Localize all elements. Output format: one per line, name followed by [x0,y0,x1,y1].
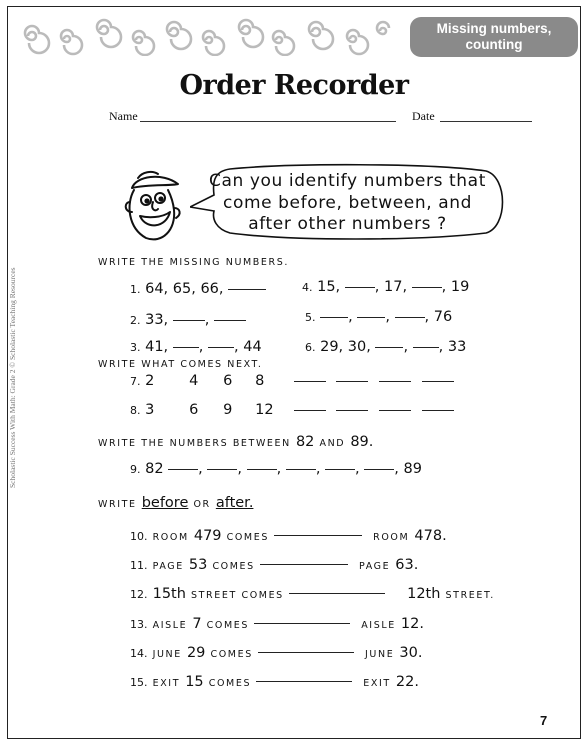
order-post: AISLE [361,620,396,631]
answer-blank[interactable] [258,652,354,653]
problem-1-seq: 64, 65, 66, [145,281,224,297]
problem-number: 9. [130,463,141,476]
order-value: 15 [185,674,204,690]
problem-number: 3. [130,341,141,354]
instruction-before-after [98,492,253,511]
answer-blank[interactable] [274,535,362,536]
problem-6 [305,339,466,355]
problem-number: 4. [302,281,313,294]
answer-blank[interactable] [247,469,277,470]
problem-4-c: , 19 [441,279,470,295]
answer-blank[interactable] [286,469,316,470]
date-label: Date [412,109,435,123]
order-item-13 [130,613,424,632]
order-pre: AISLE [152,620,188,631]
comma: , [237,461,242,477]
problem-9 [130,461,422,477]
order-end: 63. [395,557,419,573]
order-mid: STREET COMES [191,590,284,601]
problem-number: 2. [130,314,141,327]
order-value: 29 [186,645,206,661]
problem-7 [130,373,454,389]
order-value: 479 [193,528,222,544]
word-after: after. [215,495,254,511]
order-item-12 [130,583,495,602]
instruction-next: WRITE WHAT COMES NEXT. [98,359,263,370]
answer-blank[interactable] [256,681,352,682]
problem-3-a: 41, [145,339,169,355]
order-post: PAGE [358,561,391,572]
problem-5-a: , [348,309,353,325]
order-post: JUNE [365,649,395,660]
order-end: 22. [395,674,419,690]
answer-blank[interactable] [254,623,350,624]
order-pre: ROOM [152,532,189,543]
answer-blank[interactable] [173,320,205,321]
problem-number: 1. [130,283,141,296]
order-item-10 [130,525,447,544]
comma: , [276,461,282,477]
problem-2 [130,312,246,328]
answer-blank[interactable] [422,410,454,411]
problem-5-b: , [385,309,390,325]
problem-number: 12. [130,588,148,601]
order-item-15 [130,671,419,690]
order-mid: COMES [208,678,252,689]
between-and: AND [319,438,346,449]
sequence-number: 6 [223,373,233,389]
problem-2-b: , [204,312,210,328]
bubble-line-3: after other numbers ? [248,214,447,234]
comma: , [198,461,203,477]
order-mid: COMES [206,620,249,631]
answer-blank[interactable] [395,317,425,318]
sequence-number: 6 [189,402,199,418]
problem-9-end: , 89 [394,461,422,477]
sequence-number: 2 [145,373,155,389]
order-end: 12th [407,586,441,602]
topic-tag-line2: counting [465,37,523,52]
order-end: 12. [400,616,424,632]
sequence-number: 9 [223,402,233,418]
answer-blank[interactable] [413,347,439,348]
problem-number: 15. [130,676,148,689]
problem-number: 11. [130,559,148,572]
order-value: 7 [192,616,202,632]
order-mid: COMES [212,561,255,572]
side-credit-text: Scholastic Success With Math: Grade 2 © Scholastic Teaching Resources [8,267,17,488]
page-title: Order Recorder [179,70,409,101]
problem-number: 5. [305,311,316,324]
sequence-number: 8 [255,373,265,389]
word-or: OR [193,499,211,510]
order-pre: JUNE [152,649,182,660]
answer-blank[interactable] [168,469,198,470]
answer-blank[interactable] [207,469,237,470]
answer-blank[interactable] [422,381,454,382]
comma: , [355,461,360,477]
problem-number: 6. [305,341,316,354]
answer-blank[interactable] [208,347,234,348]
answer-blank[interactable] [228,289,266,290]
answer-blank[interactable] [375,347,403,348]
page-number: 7 [540,713,548,728]
problem-4-b: , 17, [374,279,408,295]
bubble-line-1: Can you identify numbers that [209,171,486,191]
order-value: 53 [188,557,208,573]
order-mid: COMES [210,649,253,660]
answer-blank[interactable] [325,469,355,470]
problem-6-c: , 33 [438,339,467,355]
answer-blank[interactable] [345,287,375,288]
answer-blank[interactable] [173,347,199,348]
answer-blank[interactable] [357,317,385,318]
problem-9-start: 82 [145,461,164,477]
problem-5-c: , 76 [424,309,453,325]
swirl-decoration [14,14,394,56]
answer-blank[interactable] [379,410,411,411]
answer-blank[interactable] [364,469,394,470]
order-end: 30. [399,645,423,661]
sequence-number: 4 [189,373,199,389]
problem-2-a: 33, [145,312,169,328]
instruction-between-prefix: WRITE THE NUMBERS BETWEEN [98,438,291,449]
answer-blank[interactable] [260,564,348,565]
problem-number: 14. [130,647,148,660]
instruction-between [98,431,373,450]
problem-number: 8. [130,404,141,417]
name-field[interactable] [140,121,396,122]
order-end: 478. [414,528,447,544]
sequence-number: 3 [145,402,155,418]
instruction-write: WRITE [98,499,137,510]
problem-4-a: 15, [317,279,341,295]
problem-3 [130,339,262,355]
problem-3-b: , [198,339,204,355]
bubble-line-2: come before, between, and [223,192,472,213]
answer-blank[interactable] [412,287,442,288]
sequence-number: 12 [255,402,274,418]
date-field[interactable] [440,121,532,122]
answer-blank[interactable] [214,320,246,321]
problem-6-a: 29, 30, [320,339,371,355]
comma: , [315,461,321,477]
between-end: 89. [350,434,374,450]
order-item-11 [130,554,418,573]
answer-blank[interactable] [336,381,368,382]
problem-4 [302,279,469,295]
order-item-14 [130,642,422,661]
cartoon-boy-icon [118,164,190,244]
answer-blank[interactable] [294,381,326,382]
topic-tag [410,17,578,57]
problem-3-c: , 44 [234,339,262,355]
answer-blank[interactable] [336,410,368,411]
problem-number: 13. [130,618,148,631]
problem-number: 7. [130,375,141,388]
answer-blank[interactable] [320,317,348,318]
side-credit [8,262,20,488]
order-pre: EXIT [152,678,181,689]
instruction-missing: WRITE THE MISSING NUMBERS. [98,257,289,268]
order-mid: COMES [226,532,269,543]
order-pre: PAGE [152,561,184,572]
order-post: EXIT [363,678,391,689]
order-tail: STREET. [445,590,495,601]
problem-6-b: , [403,339,409,355]
between-start: 82 [295,434,315,450]
problem-1 [130,281,266,297]
speech-bubble-text [205,171,490,236]
answer-blank[interactable] [289,593,385,594]
problem-number: 10. [130,530,148,543]
answer-blank[interactable] [379,381,411,382]
problem-8 [130,402,454,418]
name-label: Name [109,109,138,123]
order-value: 15th [152,586,186,602]
topic-tag-line1: Missing numbers, [436,21,552,36]
word-before: before [141,495,189,511]
order-post: ROOM [373,532,410,543]
problem-5 [305,309,452,325]
answer-blank[interactable] [294,410,326,411]
